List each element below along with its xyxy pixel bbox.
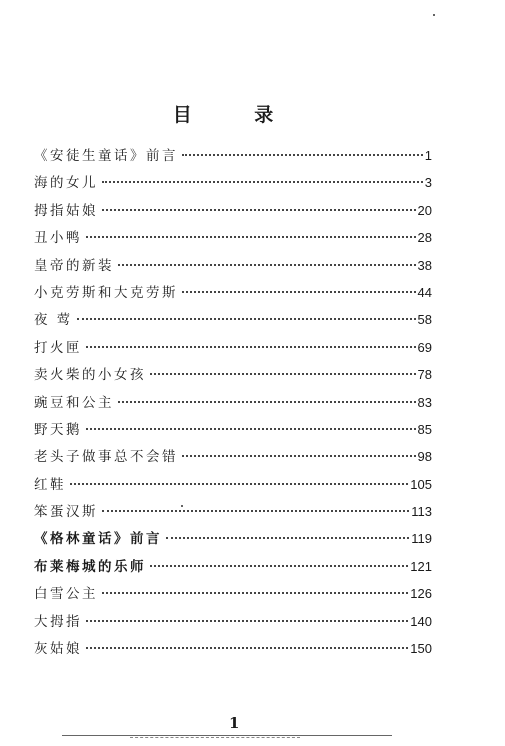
entry-title: 布莱梅城的乐师: [34, 558, 146, 575]
table-of-contents: [34, 142, 432, 662]
dot-leader: [102, 592, 408, 594]
toc-entry: [34, 471, 432, 498]
dot-leader: [86, 620, 408, 622]
dot-leader: [182, 455, 416, 457]
entry-title: 海的女儿: [34, 175, 98, 192]
entry-title: 豌豆和公主: [34, 394, 114, 411]
toc-entry: [34, 169, 432, 196]
toc-entry: [34, 608, 432, 635]
toc-entry: [34, 197, 432, 224]
footer-rule-dashed: [130, 737, 300, 738]
toc-heading: 目 录: [172, 104, 302, 126]
entry-page-number: 140: [410, 613, 432, 629]
dot-leader: [118, 401, 416, 403]
entry-page-number: 150: [410, 641, 432, 657]
dot-leader: [86, 647, 408, 649]
entry-page-number: 3: [424, 175, 432, 191]
dot-leader: [182, 154, 423, 156]
entry-page-number: 121: [410, 558, 432, 574]
entry-page-number: 28: [417, 230, 432, 246]
toc-entry: [34, 498, 432, 525]
entry-page-number: 69: [417, 339, 432, 355]
entry-title: 红鞋: [34, 476, 66, 493]
entry-title: 小克劳斯和大克劳斯: [34, 284, 178, 301]
toc-entry: [34, 142, 432, 169]
entry-page-number: 78: [417, 367, 432, 383]
entry-page-number: 83: [417, 394, 432, 410]
entry-title: 拇指姑娘: [34, 202, 98, 219]
entry-title: 野天鹅: [34, 421, 82, 438]
entry-title: 灰姑娘: [34, 641, 82, 658]
dot-leader: [102, 510, 409, 512]
scan-speck: [433, 14, 435, 16]
toc-entry: [34, 580, 432, 607]
entry-page-number: 58: [417, 312, 432, 328]
entry-page-number: 105: [410, 476, 432, 492]
entry-title: 老头子做事总不会错: [34, 449, 178, 466]
entry-title: 皇帝的新装: [34, 257, 114, 274]
footer-rule: [62, 735, 392, 736]
scan-speck: [181, 505, 183, 507]
page-number: 1: [229, 714, 240, 732]
toc-entry: [34, 443, 432, 470]
entry-page-number: 98: [417, 449, 432, 465]
toc-entry: [34, 279, 432, 306]
dot-leader: [118, 264, 416, 266]
dot-leader: [102, 181, 423, 183]
toc-entry: [34, 306, 432, 333]
entry-page-number: 1: [424, 148, 432, 163]
entry-title: 大拇指: [34, 613, 82, 630]
toc-entry: [34, 224, 432, 251]
dot-leader: [150, 373, 416, 375]
entry-title: 打火匣: [34, 339, 82, 356]
dot-leader: [182, 291, 416, 293]
toc-entry: [34, 635, 432, 662]
dot-leader: [70, 483, 408, 485]
entry-page-number: 85: [417, 421, 432, 437]
entry-page-number: 44: [417, 284, 432, 300]
entry-title: 白雪公主: [34, 586, 98, 603]
entry-title: 夜 莺: [34, 312, 73, 329]
toc-entry: [34, 361, 432, 388]
toc-entry: [34, 553, 432, 580]
dot-leader: [86, 346, 416, 348]
entry-page-number: 119: [411, 531, 432, 547]
entry-page-number: 38: [417, 257, 432, 273]
toc-entry: [34, 334, 432, 361]
dot-leader: [86, 236, 416, 238]
dot-leader: [86, 428, 416, 430]
dot-leader: [166, 537, 409, 539]
dot-leader: [77, 318, 416, 320]
toc-entry: [34, 389, 432, 416]
entry-page-number: 113: [411, 504, 432, 520]
entry-title: 丑小鸭: [34, 230, 82, 247]
entry-page-number: 20: [417, 202, 432, 218]
entry-title: 笨蛋汉斯: [34, 504, 98, 521]
toc-entry: [34, 252, 432, 279]
entry-title: 《格林童话》前言: [34, 531, 162, 548]
entry-title: 《安徒生童话》前言: [34, 148, 178, 164]
dot-leader: [102, 209, 416, 211]
entry-title: 卖火柴的小女孩: [34, 367, 146, 384]
dot-leader: [150, 565, 408, 567]
toc-entry: [34, 525, 432, 552]
entry-page-number: 126: [410, 586, 432, 602]
toc-entry: [34, 416, 432, 443]
